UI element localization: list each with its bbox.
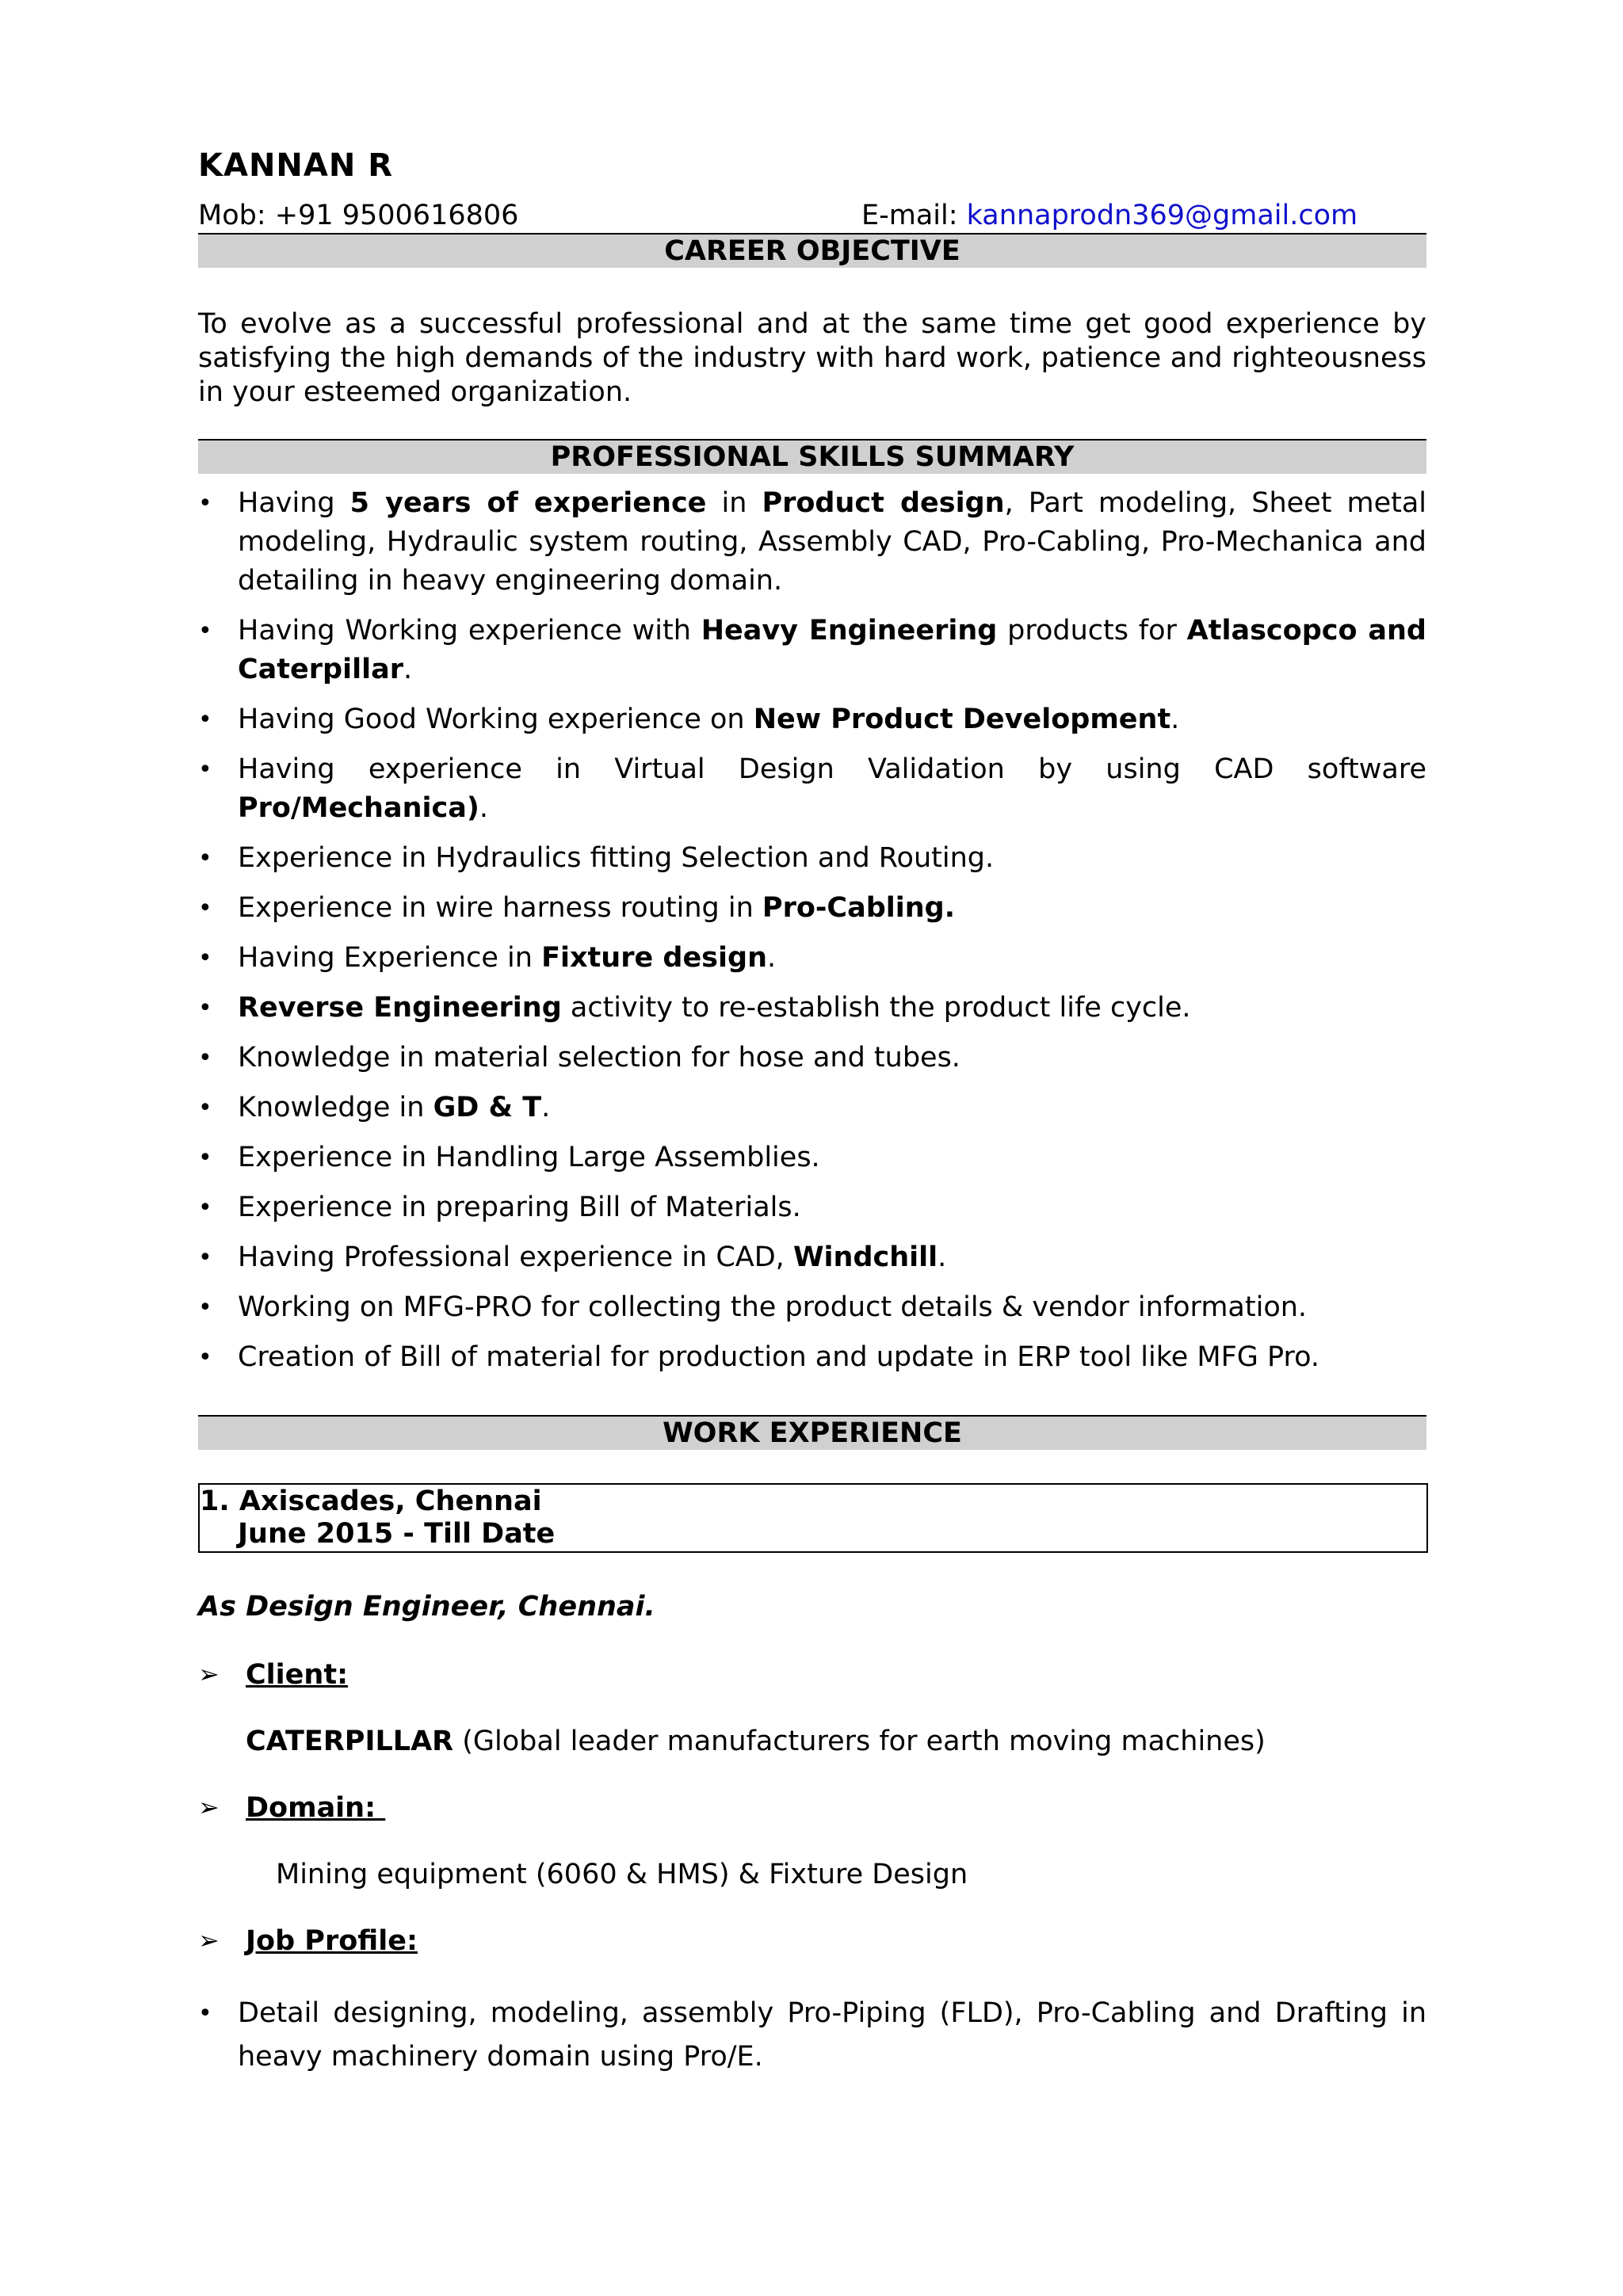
skill-text-run: Creation of Bill of material for production and update in ERP tool like MFG Pro. [238,1341,1320,1373]
skill-item [198,1288,1426,1327]
skill-item [198,1089,1426,1127]
bullet-icon: • [198,1044,212,1072]
client-label: Client: [246,1659,349,1691]
skill-text-run: Experience in wire harness routing in [238,892,762,924]
skill-text-run: Pro/Mechanica) [238,792,479,824]
bullet-icon: • [198,894,212,922]
skill-text-run: Knowledge in material selection for hose and tubes. [238,1042,960,1074]
job-role: As Design Engineer, Chennai. [198,1591,655,1623]
skill-item [198,1039,1426,1077]
skill-text-run: Windchill [792,1241,938,1273]
mobile-number: Mob: +91 9500616806 [198,200,519,231]
bullet-icon: • [198,1294,212,1322]
bullet-icon: • [198,1344,212,1371]
skill-text-run: . [403,654,413,685]
skill-text-run: Experience in preparing Bill of Materials. [238,1192,801,1223]
bullet-icon: • [198,845,212,872]
domain-label: Domain: [246,1792,386,1824]
skill-text-run: 5 years of experience [349,487,707,519]
skill-item [198,989,1426,1028]
skill-text-run: Heavy Engineering [701,615,998,646]
skill-text-run: Atlascopco and Caterpillar [238,615,1426,685]
arrow-bullet-icon: ➢ [198,1659,220,1689]
email-label: E-mail: [861,200,967,231]
skill-text-run: , Part modeling, Sheet metal modeling, Hydraulic system routing, Assembly CAD, Pro-Cabling, Pro-Mechanica and detailing in heavy engineering domain. [238,487,1426,597]
bullet-icon: • [198,1194,212,1222]
email-link[interactable]: kannaprodn369@gmail.com [966,200,1358,231]
bullet-icon: • [198,994,212,1022]
job-profile-label: Job Profile: [246,1925,418,1957]
client-name: CATERPILLAR [246,1726,454,1757]
skill-text-run: Reverse Engineering [238,992,562,1024]
job-header-box [198,1483,1428,1553]
skill-text-run: Experience in Hydraulics fitting Selection and Routing. [238,842,995,874]
skill-text-run: . [1170,704,1180,735]
arrow-bullet-icon: ➢ [198,1792,220,1822]
skill-text-run: Having experience in Virtual Design Validation by using CAD software [238,753,1426,785]
skill-text-run: Having Good Working experience on [238,704,754,735]
resume-page [198,0,1426,2296]
bullet-icon: • [198,1094,212,1122]
email-block [861,198,1358,233]
career-objective-text: To evolve as a successful professional and at the same time get good experience by satisfying the high demands of the industry with hard work, patience and righteousness in your esteemed organization. [198,308,1426,408]
skill-text-run: Having [238,487,350,519]
skill-text-run: in [706,487,762,519]
bullet-icon: • [198,2000,212,2027]
domain-text: Mining equipment (6060 & HMS) & Fixture Design [276,1859,968,1890]
skills-heading: PROFESSIONAL SKILLS SUMMARY [198,439,1426,474]
career-objective-heading: CAREER OBJECTIVE [198,233,1426,268]
skill-text-run: GD & T [433,1092,542,1123]
skill-item [198,1138,1426,1177]
skill-item [198,839,1426,878]
job-company: 1. Axiscades, Chennai [200,1486,542,1517]
skill-text-run: Fixture design [541,942,767,974]
skill-item [198,700,1426,739]
skill-text-run: Knowledge in [238,1092,433,1123]
bullet-icon: • [198,1244,212,1272]
bullet-icon: • [198,617,212,645]
skill-item [198,612,1426,689]
skill-text-run: Having Experience in [238,942,542,974]
work-experience-heading: WORK EXPERIENCE [198,1415,1426,1450]
bullet-icon: • [198,944,212,972]
skill-text-run: . [766,942,777,974]
skill-text-run: Experience in Handling Large Assemblies. [238,1142,820,1173]
contact-row [198,198,1426,233]
candidate-name: KANNAN R [198,147,394,184]
bullet-icon: • [198,490,212,517]
client-description: (Global leader manufacturers for earth moving machines) [453,1726,1266,1757]
skill-text-run: Having Professional experience in CAD, [238,1241,793,1273]
bullet-icon: • [198,756,212,784]
skill-item [198,484,1426,601]
skill-text-run: products for [997,615,1187,646]
bullet-icon: • [198,1144,212,1172]
arrow-bullet-icon: ➢ [198,1925,220,1955]
bullet-icon: • [198,706,212,734]
skill-item [198,1188,1426,1227]
skill-item [198,750,1426,828]
skill-text-run: . [938,1241,947,1273]
skill-text-run: Having Working experience with [238,615,701,646]
skill-item [198,1338,1426,1377]
skill-text-run: Pro-Cabling. [762,892,956,924]
skill-item [198,939,1426,978]
skill-text-run: activity to re-establish the product life cycle. [561,992,1191,1024]
job-dates: June 2015 - Till Date [238,1518,556,1550]
skill-text-run: . [479,792,489,824]
job-profile-list [198,1992,1426,2079]
client-line [246,1726,1266,1757]
skills-list [198,484,1426,1377]
skill-item [198,889,1426,928]
skill-text-run: Working on MFG-PRO for collecting the product details & vendor information. [238,1291,1308,1323]
job-profile-text: Detail designing, modeling, assembly Pro-Piping (FLD), Pro-Cabling and Drafting in heavy machinery domain using Pro/E. [238,1997,1426,2073]
skill-text-run: . [541,1092,551,1123]
skill-text-run: New Product Development [753,704,1171,735]
skill-item [198,1238,1426,1277]
job-profile-item [198,1992,1426,2079]
skill-text-run: Product design [762,487,1005,519]
